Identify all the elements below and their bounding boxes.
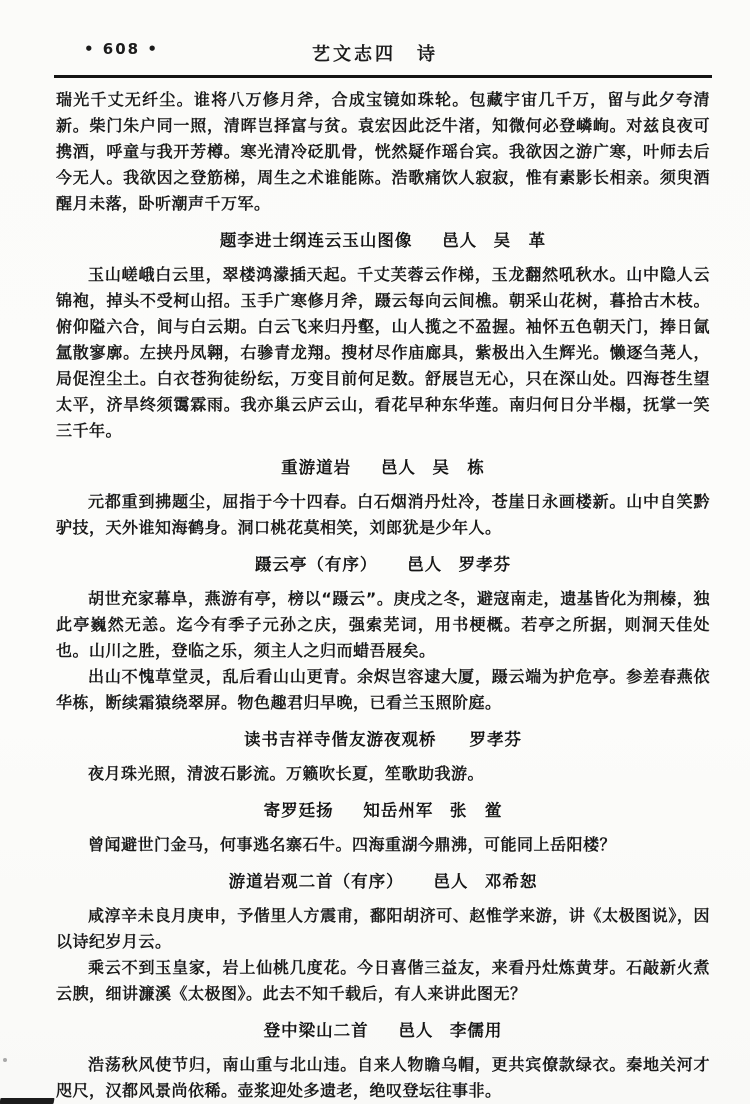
poem-attribution: 知岳州军 [363,801,434,820]
poem-title: 蹑云亭（有序） [254,555,378,574]
poem-title: 重游道岩 [281,458,352,477]
poem-author: 张 鲎 [449,801,503,820]
poem-attribution: 邑人 [380,458,416,477]
poem-heading [56,869,710,895]
poem-heading [56,228,710,254]
poem-author: 罗孝芬 [469,730,522,749]
poem-author: 罗孝芬 [458,555,512,574]
poem-heading [56,727,710,753]
poem-heading [56,552,710,578]
poem-preface: 咸淳辛未良月庚申，予偕里人方震甫，鄱阳胡济可、赵惟学来游，讲《太极图说》，因以诗纪岁月云。 [56,906,710,951]
page-header [0,0,750,66]
poem-author: 吴 栋 [432,458,485,477]
poem-attribution: 邑人 [398,1021,434,1040]
poem-text-continuation: 瑞光千丈无纤尘。谁将八万修月斧，合成宝镜如珠轮。包藏宇宙几千万，留与此夕夸清新。柴门朱户同一照，清晖岂择富与贫。袁宏因此泛牛渚，知微何必登嶙峋。对兹良夜可携酒，呼童与我开芳樽。寒光清冷砭肌骨，恍然疑作瑶台宾。我欲因之游广寒，叶师去后今无人。我欲因之登筋梯，周生之术谁能陈。浩歌痛饮人寂寂，惟有素影长相亲。须臾酒醒月未落，卧听潮声千万军。 [56,90,710,213]
poem-author: 吴 革 [493,231,547,250]
poem-attribution: 邑人 [407,555,443,574]
poem-author: 李儒用 [449,1021,503,1040]
poem-title: 读书吉祥寺偕友游夜观桥 [244,730,437,749]
poem-text: 玉山嵯峨白云里，翠楼鸿濛插天起。千丈芙蓉云作梯，玉龙翻然吼秋水。山中隐人云锦袍，掉头不受柯山招。玉手广寒修月斧，蹑云每向云间樵。朝采山花树，暮拾古木枝。俯仰隘六合，间与白云期。白云飞来归丹壑，山人揽之不盈握。袖怀五色朝天门，捧日氤氲散寥廓。左挟丹凤翱，右骖青龙翔。搜材尽作庙廊具，紫极出入生辉光。懒逐刍荛人，局促湼尘土。白衣苍狗徒纷纭，万变目前何足数。舒展岂无心，只在深山处。四海苍生望太平，济旱终须霭霖雨。我亦巢云庐云山，看花早种东华莲。南归何日分半榻，抚掌一笑三千年。 [56,265,710,440]
poem-heading [56,1018,710,1044]
poem-text: 浩荡秋风使节归，南山重与北山违。自来人物瞻乌帽，更共宾僚款绿衣。秦地关河才咫尺，汉都风景尚依稀。壶浆迎处多遗老，绝叹登坛往事非。 [56,1055,710,1100]
page-number: • 608 • [84,40,159,58]
poem-author: 邓希恕 [484,872,538,891]
poem-text: 夜月珠光照，清波石影流。万籁吹长夏，笙歌助我游。 [88,764,485,783]
scan-artifact-smudge [0,1098,55,1104]
poem-title: 题李进士纲连云玉山图像 [219,231,413,250]
poem-heading [56,798,710,824]
poem-text: 元都重到拂题尘，屈指于今十四春。白石烟消丹灶冷，苍崖日永画楼新。山中自笑黔驴技，天外谁知海鹤身。洞口桃花莫相笑，刘郎犹是少年人。 [56,492,710,537]
poem-attribution: 邑人 [433,872,469,891]
scan-artifact-speck [3,1058,7,1062]
poem-preface: 胡世充家幕阜，燕游有亭，榜以“蹑云”。庚戌之冬，避寇南走，遗基皆化为荆榛，独此亭巍然无恙。迄今有季子元孙之庆，强索芜词，用书梗概。若亭之所据，则洞天佳处也。山川之胜，登临之乐，须主人之归而蜡吾屐矣。 [56,589,710,660]
poem-title: 登中梁山二首 [263,1021,369,1040]
header-title: 艺文志四 诗 [312,44,438,65]
poem-title: 游道岩观二首（有序） [228,872,404,891]
poem-title: 寄罗廷扬 [263,801,334,820]
poem-text: 出山不愧草堂灵，乱后看山山更青。余烬岂容逮大厦，蹑云端为护危亭。参差春燕依华栋，断续霜猿绕翠屏。物色趣君归早晚，已看兰玉照阶庭。 [56,667,710,712]
poem-text: 乘云不到玉皇家，岩上仙桃几度花。今日喜偕三益友，来看丹灶炼黄芽。石敲新火煮云腴，细讲濂溪《太极图》。此去不知千载后，有人来讲此图无？ [56,958,710,1003]
poem-attribution: 邑人 [442,231,478,250]
poem-text: 曾闻避世门金马，何事逃名寨石牛。四海重湖今鼎沸，可能同上岳阳楼？ [88,835,617,854]
poem-heading [56,455,710,481]
header-rule [54,75,712,78]
page-body [56,87,710,1104]
